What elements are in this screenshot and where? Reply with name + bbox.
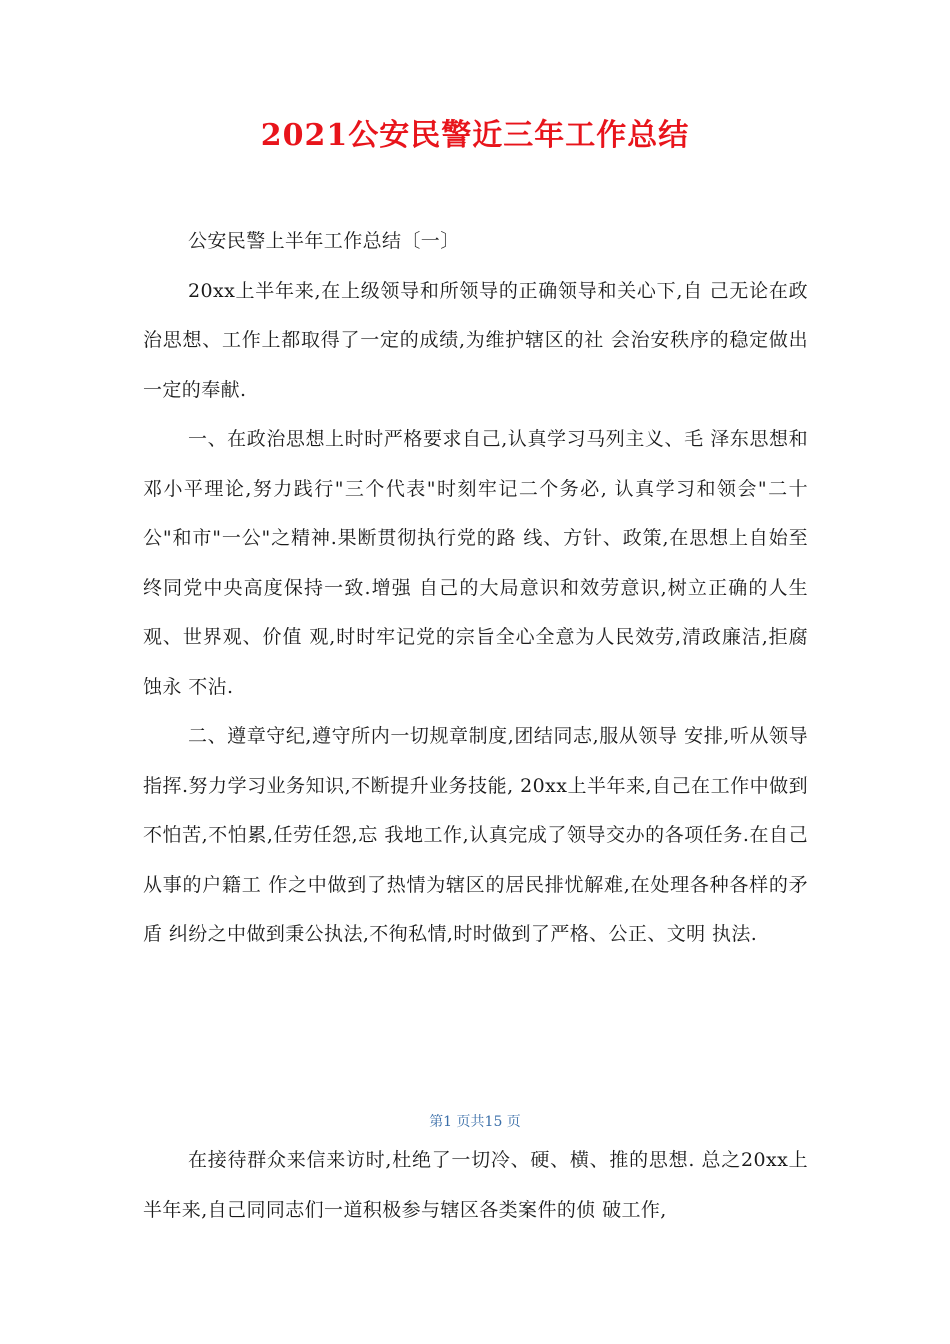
page-number-footer: 第1 页共15 页: [429, 1114, 521, 1130]
document-title: 2021公安民警近三年工作总结: [260, 118, 690, 153]
paragraph-point-one: 一、在政治思想上时时严格要求自己,认真学习马列主义、毛 泽东思想和邓小平理论,努力践行"三个代表"时刻牢记二个务必, 认真学习和领会"二十公"和市"一公"之精神.果断贯彻执行党的路 线、方针、政策,在思想上自始至终同党中央高度保持一致.增强 自己的大局意识和效劳意识,树立正确的人生观、世界观、价值 观,时时牢记党的宗旨全心全意为人民效劳,清政廉洁,拒腐蚀永 不沾.: [143, 428, 808, 698]
document-body-continued: [143, 1136, 808, 1235]
paragraph-heading: 公安民警上半年工作总结〔一〕: [188, 230, 460, 252]
paragraph-point-two: 二、遵章守纪,遵守所内一切规章制度,团结同志,服从领导 安排,听从领导指挥.努力学习业务知识,不断提升业务技能, 20xx上半年来,自己在工作中做到不怕苦,不怕累,任劳任怨,忘 我地工作,认真完成了领导交办的各项任务.在自己从事的户籍工 作之中做到了热情为辖区的居民排忧解难,在处理各种各样的矛盾 纠纷之中做到秉公执法,不徇私情,时时做到了严格、公正、文明 执法.: [143, 725, 808, 945]
paragraph-continuation: 在接待群众来信来访时,杜绝了一切冷、硬、横、推的思想. 总之20xx上半年来,自己同同志们一道积极参与辖区各类案件的侦 破工作,: [143, 1149, 808, 1221]
document-body: [143, 217, 808, 960]
paragraph-intro: 20xx上半年来,在上级领导和所领导的正确领导和关心下,自 己无论在政治思想、工作上都取得了一定的成绩,为维护辖区的社 会治安秩序的稳定做出一定的奉献.: [143, 279, 808, 401]
